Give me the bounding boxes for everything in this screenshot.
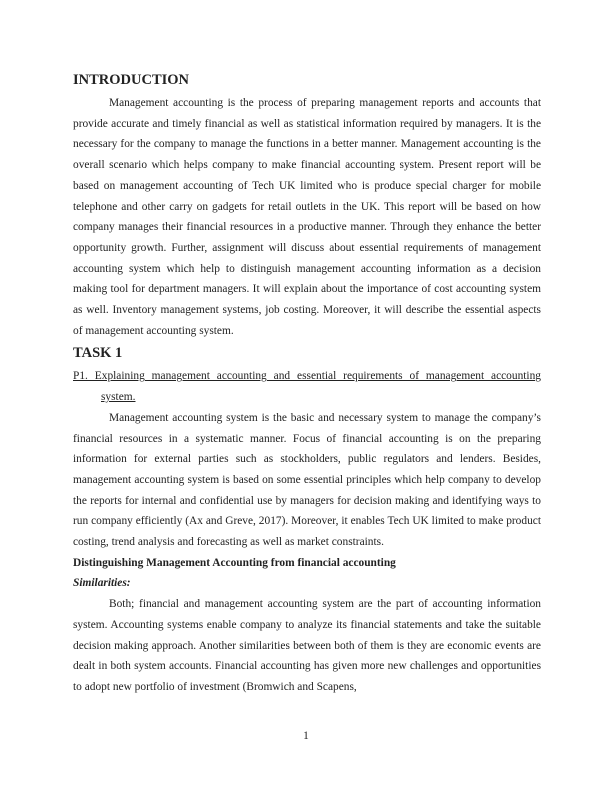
task1-subheading: P1. Explaining management accounting and essential requirements of management accounting system.	[73, 370, 541, 404]
introduction-paragraph: Management accounting is the process of preparing management reports and accounts that provide accurate and timely financial as well as statistical information required by managers. It is the necessary for the company to manage the functions in a better manner. Management accounting is the overall scenario which helps company to make financial accounting system. Present report will be based on management accounting of Tech UK limited who is produce special charger for mobile telephone and other carry on gadgets for retail outlets in the UK. This report will be based on how company manages their financial resources in a productive manner. Through they enhance the better opportunity growth. Further, assignment will discuss about essential requirements of management accounting system which help to distinguish management accounting information as a decision making tool for department managers. It will explain about the importance of cost accounting system as well. Inventory management systems, job costing. Moreover, it will describe the essential aspects of management accounting system.	[73, 97, 541, 337]
task1-heading: TASK 1	[73, 345, 123, 362]
document-page	[73, 72, 541, 698]
introduction-heading: INTRODUCTION	[73, 72, 190, 88]
similarities-paragraph: Both; financial and management accounting system are the part of accounting information system. Accounting systems enable company to analyze its financial statements and take the suitable decision making approach. Another similarities between both of them is they are economic events are dealt in both system accounts. Financial accounting has given more new challenges and opportunities to adopt new portfolio of investment (Bromwich and Scapens,	[73, 598, 541, 693]
similarities-heading: Similarities:	[73, 577, 131, 590]
task1-paragraph: Management accounting system is the basic and necessary system to manage the company’s financial resources in a systematic manner. Focus of financial accounting is on the preparing information for external parties such as stockholders, public regulators and lenders. Besides, management accounting system is based on some essential principles which help company to develop the reports for internal and confidential use by managers for decision making and identifying ways to run company efficiently (Ax and Greve, 2017). Moreover, it enables Tech UK limited to make product costing, trend analysis and forecasting as well as market constraints.	[73, 411, 541, 549]
page-number: 1	[303, 730, 309, 742]
distinguishing-heading: Distinguishing Management Accounting from financial accounting	[73, 556, 396, 569]
